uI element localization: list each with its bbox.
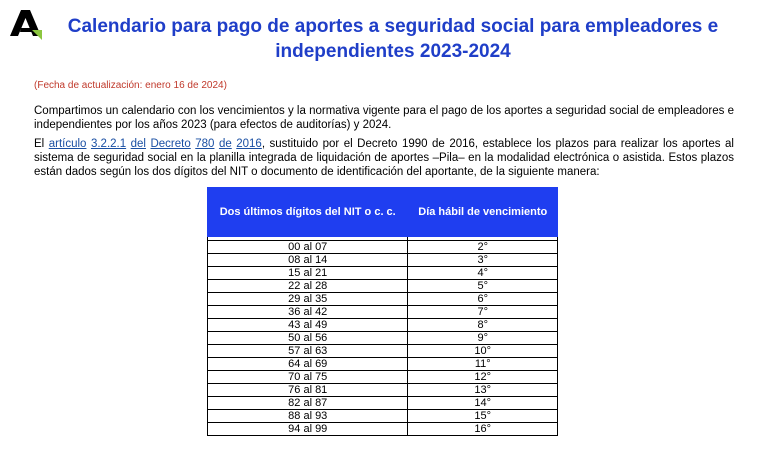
table-row bbox=[208, 371, 558, 384]
nit-range-cell: 08 al 14 bbox=[208, 254, 408, 267]
table-row bbox=[208, 306, 558, 319]
nit-range-cell: 00 al 07 bbox=[208, 241, 408, 254]
header-due-day: Día hábil de vencimiento bbox=[408, 188, 558, 237]
nit-range-cell: 70 al 75 bbox=[208, 371, 408, 384]
nit-range-cell: 82 al 87 bbox=[208, 397, 408, 410]
due-day-cell: 9° bbox=[408, 332, 558, 345]
nit-range-cell: 50 al 56 bbox=[208, 332, 408, 345]
due-day-cell: 11° bbox=[408, 358, 558, 371]
header-nit-digits: Dos últimos dígitos del NIT o c. c. bbox=[208, 188, 408, 237]
nit-range-cell: 76 al 81 bbox=[208, 384, 408, 397]
table-row bbox=[208, 345, 558, 358]
link-2016[interactable]: 2016 bbox=[236, 138, 262, 150]
table-row bbox=[208, 397, 558, 410]
due-day-cell: 13° bbox=[408, 384, 558, 397]
legal-suffix: , sustituido por el Decreto 1990 de 2016, establece los plazos para realizar los aportes al sistema de seguridad social en la planilla integrada de liquidación de aportes –Pila– en la modalidad electrónica o asistida. Estos plazos están dados según los dos dígitos del NIT o documento de identificación del aportante, de la siguiente manera: bbox=[34, 138, 734, 178]
table-row bbox=[208, 358, 558, 371]
due-day-cell: 16° bbox=[408, 423, 558, 436]
due-day-cell: 3° bbox=[408, 254, 558, 267]
link-decreto[interactable]: Decreto bbox=[150, 138, 191, 150]
table-row bbox=[208, 319, 558, 332]
table-row bbox=[208, 332, 558, 345]
link-3221[interactable]: 3.2.2.1 bbox=[90, 138, 127, 150]
link-articulo[interactable]: artículo bbox=[48, 138, 87, 150]
due-day-cell: 2° bbox=[408, 241, 558, 254]
due-day-cell: 4° bbox=[408, 267, 558, 280]
due-day-cell: 6° bbox=[408, 293, 558, 306]
table-row bbox=[208, 293, 558, 306]
legal-prefix: El bbox=[34, 138, 49, 150]
nit-range-cell: 15 al 21 bbox=[208, 267, 408, 280]
table-row bbox=[208, 267, 558, 280]
legal-paragraph bbox=[34, 137, 734, 179]
link-780[interactable]: 780 bbox=[195, 138, 215, 150]
due-day-cell: 12° bbox=[408, 371, 558, 384]
deadline-table bbox=[207, 187, 558, 436]
link-de[interactable]: de bbox=[218, 138, 232, 150]
due-day-cell: 15° bbox=[408, 410, 558, 423]
nit-range-cell: 22 al 28 bbox=[208, 280, 408, 293]
table-row bbox=[208, 280, 558, 293]
nit-range-cell: 43 al 49 bbox=[208, 319, 408, 332]
table-row bbox=[208, 254, 558, 267]
due-day-cell: 7° bbox=[408, 306, 558, 319]
due-day-cell: 5° bbox=[408, 280, 558, 293]
table-row bbox=[208, 410, 558, 423]
actualicese-logo-icon[interactable] bbox=[8, 6, 44, 42]
nit-range-cell: 64 al 69 bbox=[208, 358, 408, 371]
intro-paragraph: Compartimos un calendario con los vencimientos y la normativa vigente para el pago de los aportes a seguridad social de empleadores e independientes por los años 2023 (para efectos de auditorías) y 2024. bbox=[34, 105, 734, 131]
table-row bbox=[208, 241, 558, 254]
nit-range-cell: 94 al 99 bbox=[208, 423, 408, 436]
update-date: (Fecha de actualización: enero 16 de 2024) bbox=[34, 80, 227, 91]
link-del[interactable]: del bbox=[130, 138, 146, 150]
table-row bbox=[208, 423, 558, 436]
table-header-row bbox=[208, 188, 558, 237]
nit-range-cell: 88 al 93 bbox=[208, 410, 408, 423]
due-day-cell: 14° bbox=[408, 397, 558, 410]
table-row bbox=[208, 384, 558, 397]
due-day-cell: 8° bbox=[408, 319, 558, 332]
nit-range-cell: 57 al 63 bbox=[208, 345, 408, 358]
nit-range-cell: 36 al 42 bbox=[208, 306, 408, 319]
nit-range-cell: 29 al 35 bbox=[208, 293, 408, 306]
due-day-cell: 10° bbox=[408, 345, 558, 358]
page-title: Calendario para pago de aportes a seguridad social para empleadores e independientes 2023-2024 bbox=[67, 16, 719, 62]
